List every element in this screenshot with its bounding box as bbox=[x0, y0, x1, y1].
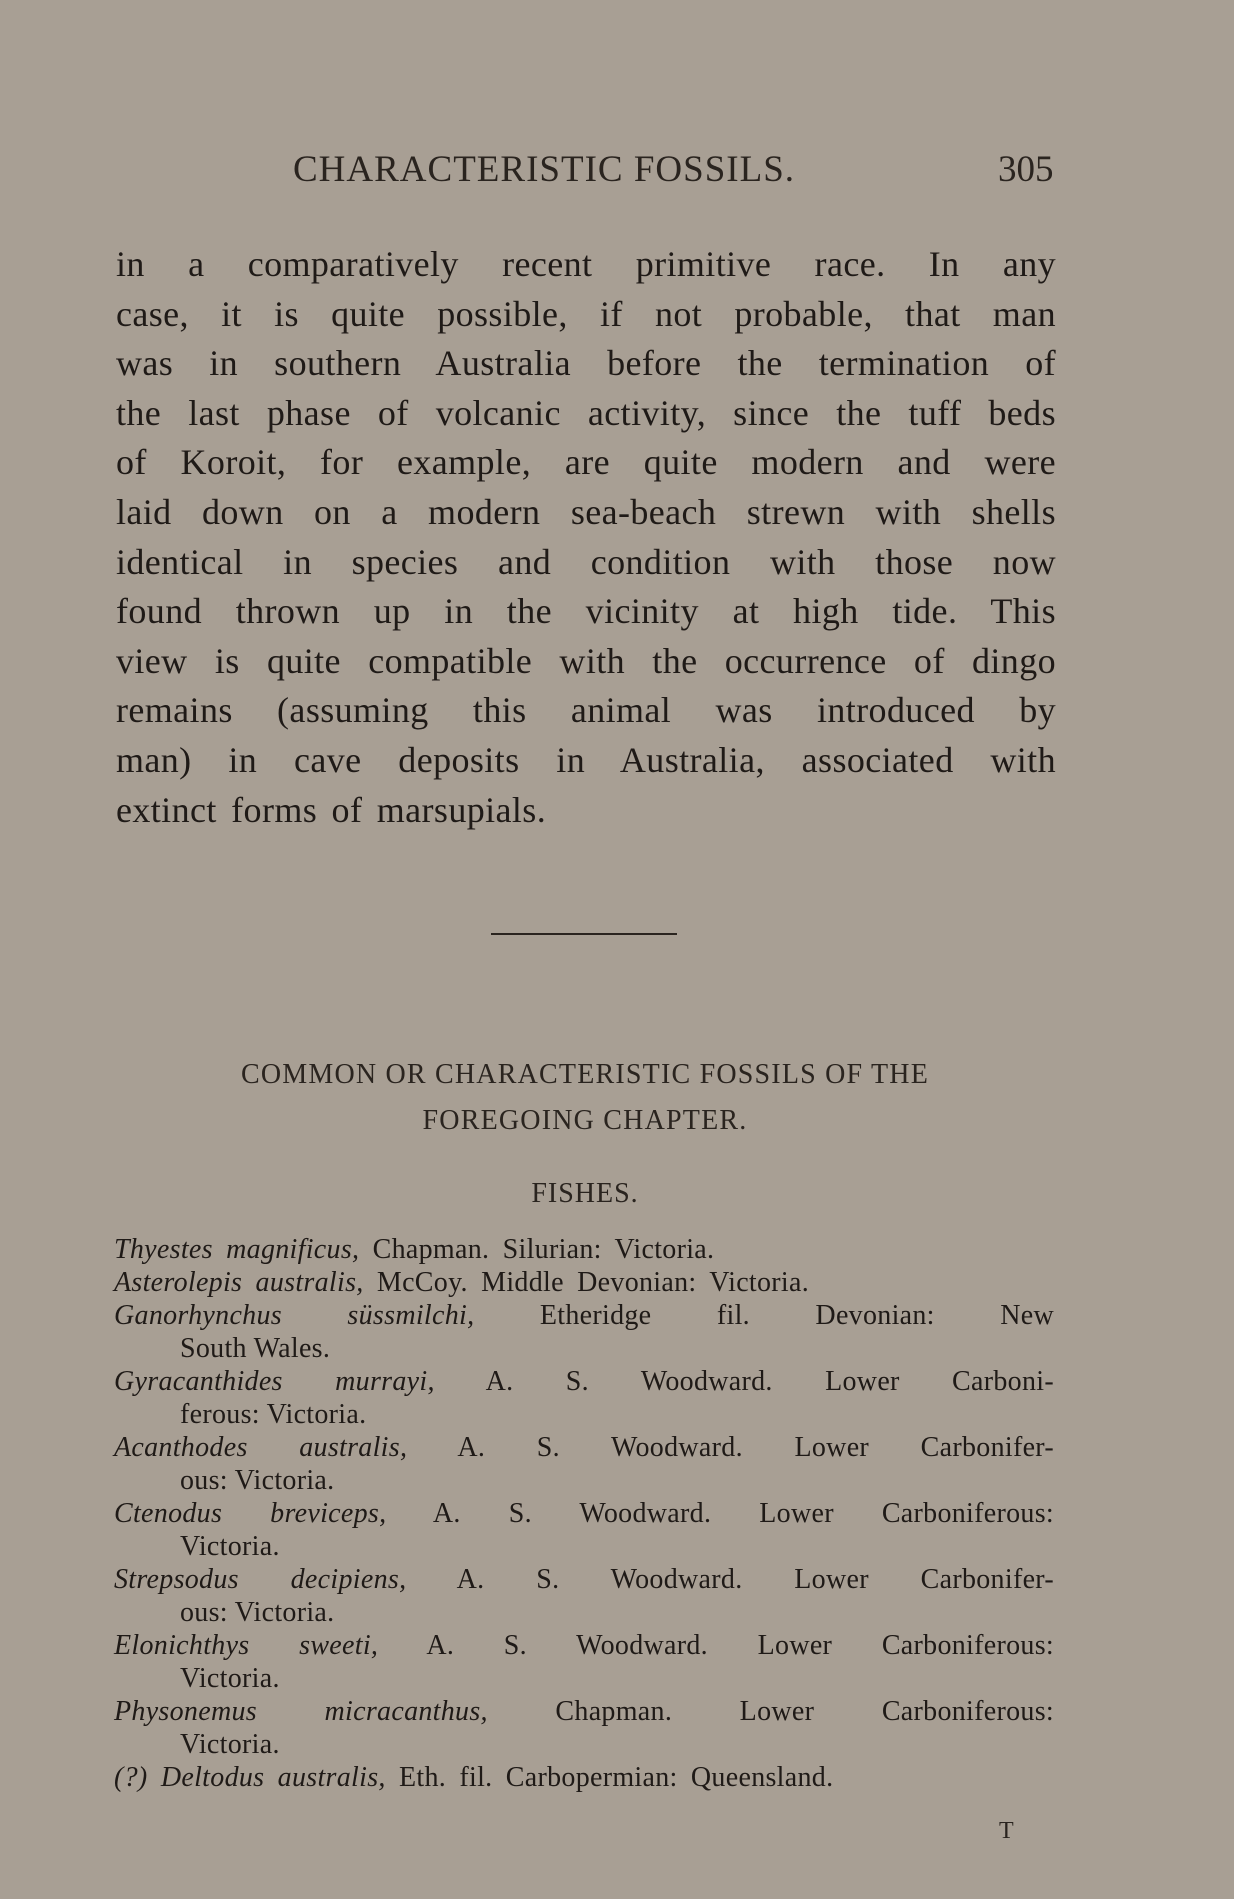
fossil-list bbox=[114, 1233, 1054, 1794]
body-line: laid down on a modern sea-beach strewn with shells bbox=[116, 491, 1056, 532]
fossil-details: A. S. Woodward. Lower Carboniferous: bbox=[386, 1498, 1054, 1529]
section-heading-line: COMMON OR CHARACTERISTIC FOSSILS OF THE bbox=[240, 1059, 930, 1090]
body-line: was in southern Australia before the termination of bbox=[116, 343, 1056, 384]
subheading-fishes: FISHES. bbox=[531, 1178, 639, 1209]
species-name: Thyestes magnificus, bbox=[114, 1234, 360, 1265]
fossil-details: Chapman. Lower Carboniferous: bbox=[487, 1696, 1054, 1727]
fossil-entry bbox=[114, 1431, 1054, 1497]
species-name: Gyracanthides murrayi, bbox=[114, 1366, 435, 1397]
body-line: the last phase of volcanic activity, since the tuff beds bbox=[116, 392, 1056, 433]
fossil-details: Eth. fil. Carbopermian: Queensland. bbox=[385, 1762, 834, 1793]
signature-mark: T bbox=[999, 1818, 1014, 1844]
body-paragraph bbox=[116, 240, 1056, 835]
fossil-details: Etheridge fil. Devonian: New bbox=[474, 1300, 1054, 1331]
page-header bbox=[0, 148, 1234, 200]
fossil-continuation: ferous: Victoria. bbox=[180, 1399, 367, 1430]
fossil-entry bbox=[114, 1266, 1054, 1299]
fossil-entry bbox=[114, 1233, 1054, 1266]
fossil-entry bbox=[114, 1761, 1054, 1794]
fossil-details: McCoy. Middle Devonian: Victoria. bbox=[363, 1267, 810, 1298]
page-number: 305 bbox=[998, 149, 1054, 190]
species-name: Asterolepis australis, bbox=[114, 1267, 364, 1298]
species-name: Deltodus australis, bbox=[160, 1762, 386, 1793]
fossil-continuation: Victoria. bbox=[180, 1663, 280, 1694]
species-name: Ctenodus breviceps, bbox=[114, 1498, 387, 1529]
species-name: Elonichthys sweeti, bbox=[114, 1630, 379, 1661]
body-line: case, it is quite possible, if not probable, that man bbox=[116, 293, 1056, 334]
uncertain-prefix: (?) bbox=[114, 1762, 161, 1793]
fossil-continuation: Victoria. bbox=[180, 1729, 280, 1760]
fossil-details: A. S. Woodward. Lower Carbonifer- bbox=[406, 1564, 1054, 1595]
body-line: in a comparatively recent primitive race. In any bbox=[116, 244, 1056, 284]
fossil-continuation: ous: Victoria. bbox=[180, 1597, 335, 1628]
species-name: Physonemus micracanthus, bbox=[114, 1696, 488, 1727]
fossil-details: A. S. Woodward. Lower Carboni- bbox=[434, 1366, 1054, 1397]
body-line: remains (assuming this animal was introduced by bbox=[116, 690, 1056, 731]
species-name: Acanthodes australis, bbox=[114, 1432, 408, 1463]
fossil-continuation: ous: Victoria. bbox=[180, 1465, 335, 1496]
species-name: Ganorhynchus süssmilchi, bbox=[114, 1300, 475, 1331]
fossil-details: A. S. Woodward. Lower Carbonifer- bbox=[407, 1432, 1054, 1463]
body-line: of Koroit, for example, are quite modern and were bbox=[116, 442, 1056, 483]
section-heading-line: FOREGOING CHAPTER. bbox=[422, 1105, 748, 1136]
fossil-entry bbox=[114, 1299, 1054, 1365]
fossil-continuation: Victoria. bbox=[180, 1531, 280, 1562]
section-heading bbox=[0, 1052, 1170, 1144]
fossil-entry bbox=[114, 1629, 1054, 1695]
body-line: view is quite compatible with the occurrence of dingo bbox=[116, 640, 1056, 681]
fossil-entry bbox=[114, 1563, 1054, 1629]
body-line: extinct forms of marsupials. bbox=[116, 789, 547, 830]
body-line: man) in cave deposits in Australia, associated with bbox=[116, 739, 1056, 780]
fossil-entry bbox=[114, 1365, 1054, 1431]
fossil-entry bbox=[114, 1497, 1054, 1563]
fossil-details: A. S. Woodward. Lower Carboniferous: bbox=[378, 1630, 1054, 1661]
species-name: Strepsodus decipiens, bbox=[114, 1564, 407, 1595]
fossil-continuation: South Wales. bbox=[180, 1333, 331, 1364]
section-divider bbox=[491, 933, 677, 935]
running-title: CHARACTERISTIC FOSSILS. bbox=[293, 149, 796, 190]
fossil-entry bbox=[114, 1695, 1054, 1761]
fossil-details: Chapman. Silurian: Victoria. bbox=[359, 1234, 715, 1265]
body-line: identical in species and condition with those now bbox=[116, 541, 1056, 582]
body-line: found thrown up in the vicinity at high tide. This bbox=[116, 591, 1056, 632]
